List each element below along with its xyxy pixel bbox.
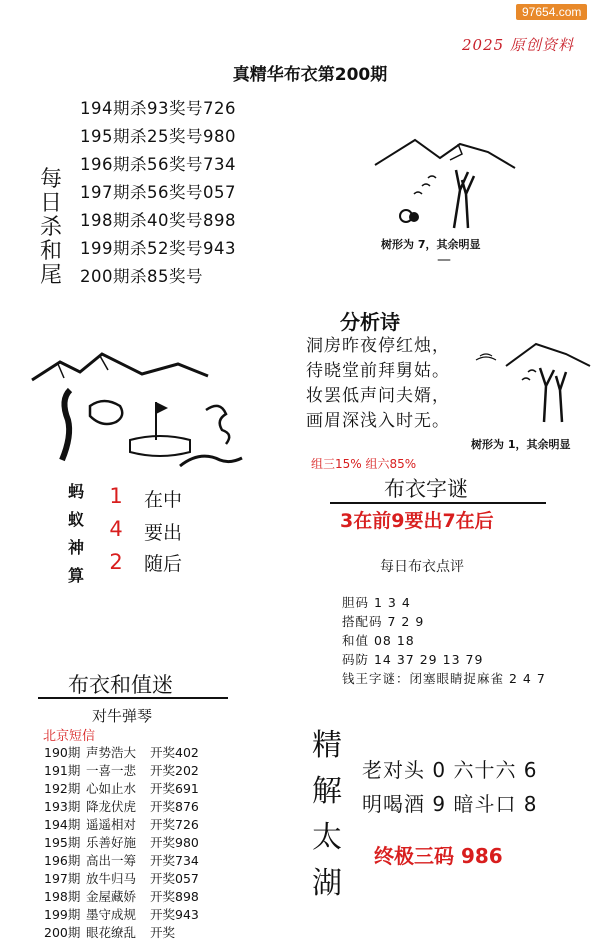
- sum-divider: [38, 697, 228, 699]
- ant-number: 2: [109, 550, 123, 574]
- dash: —: [437, 252, 451, 268]
- kill-row: 194期杀93奖号726: [80, 99, 236, 118]
- list-item: 192期 心如止水 开奖691: [44, 781, 199, 796]
- page-title: 真精华布衣第200期: [232, 65, 388, 85]
- kill-row: 199期杀52奖号943: [80, 239, 236, 258]
- list-item: 码防 14 37 29 13 79: [342, 652, 484, 667]
- kill-list: [80, 95, 236, 291]
- caption-mid: 树形为 1，其余明显: [471, 438, 571, 451]
- jing-line-2: 明喝酒 9 暗斗口 8: [362, 792, 538, 816]
- list-item: 199期 墨守成规 开奖943: [44, 907, 199, 922]
- ant-number: 4: [109, 517, 123, 541]
- kill-row: 198期杀40奖号898: [80, 211, 236, 230]
- ant-label: 蚂 蚁 神 算: [67, 482, 84, 585]
- riddle-answer: 3在前9要出7在后: [340, 510, 494, 532]
- jing-line-1: 老对头 0 六十六 6: [362, 758, 538, 782]
- kill-row: 200期杀85奖号: [80, 267, 203, 286]
- poem: 洞房昨夜停红烛， 待晓堂前拜舅姑。 妆罢低声问夫婿， 画眉深浅入时无。: [306, 336, 450, 431]
- corner-label: 2025 原创资料: [462, 36, 574, 54]
- group-note: 组三15% 组六85%: [311, 457, 417, 471]
- sms-list: [44, 744, 199, 942]
- list-item: 和值 08 18: [342, 633, 415, 648]
- mountain-flag-drawing: [30, 350, 260, 470]
- vertical-label-daily-kill: 每 日 杀 和 尾: [39, 167, 62, 288]
- list-item: 搭配码 7 2 9: [342, 614, 425, 629]
- ant-text: 随后: [144, 553, 183, 575]
- list-item: 194期 遥遥相对 开奖726: [44, 817, 199, 832]
- poem-title: 分析诗: [340, 310, 400, 334]
- ant-text: 要出: [144, 522, 183, 544]
- list-item: 193期 降龙伏虎 开奖876: [44, 799, 199, 814]
- bj-label: 北京短信: [43, 729, 96, 744]
- riddle-title: 布衣字谜: [384, 477, 468, 501]
- jing-label: 精 解 太 湖: [312, 728, 342, 901]
- list-item: 197期 放牛归马 开奖057: [44, 871, 199, 886]
- daily-comment-list: [342, 593, 546, 688]
- list-item: 198期 金屋藏娇 开奖898: [44, 889, 199, 904]
- sum-title: 布衣和值迷: [68, 673, 173, 697]
- kill-row: 195期杀25奖号980: [80, 127, 236, 146]
- caption-top: 树形为 7，其余明显: [381, 238, 481, 251]
- list-item: 200期 眼花缭乱 开奖: [44, 925, 176, 940]
- site-tag[interactable]: 97654.com: [516, 4, 587, 20]
- sum-subtitle: 对牛弹琴: [92, 707, 153, 725]
- kill-row: 197期杀56奖号057: [80, 183, 236, 202]
- list-item: 胆码 1 3 4: [342, 595, 411, 610]
- riddle-divider: [330, 502, 546, 504]
- list-item: 195期 乐善好施 开奖980: [44, 835, 199, 850]
- tree-mountain-drawing-top: [370, 130, 530, 230]
- ant-text: 在中: [144, 489, 183, 511]
- list-item: 190期 声势浩大 开奖402: [44, 745, 199, 760]
- daily-title: 每日布衣点评: [380, 559, 464, 575]
- kill-row: 196期杀56奖号734: [80, 155, 236, 174]
- list-item: 191期 一喜一悲 开奖202: [44, 763, 199, 778]
- list-item: 钱王字谜：闭塞眼睛捉麻雀 2 4 7: [342, 671, 546, 686]
- list-item: 196期 高出一筹 开奖734: [44, 853, 199, 868]
- final-three: 终极三码 986: [374, 844, 503, 868]
- tree-mountain-drawing-mid: [466, 336, 596, 426]
- ant-number: 1: [109, 484, 123, 508]
